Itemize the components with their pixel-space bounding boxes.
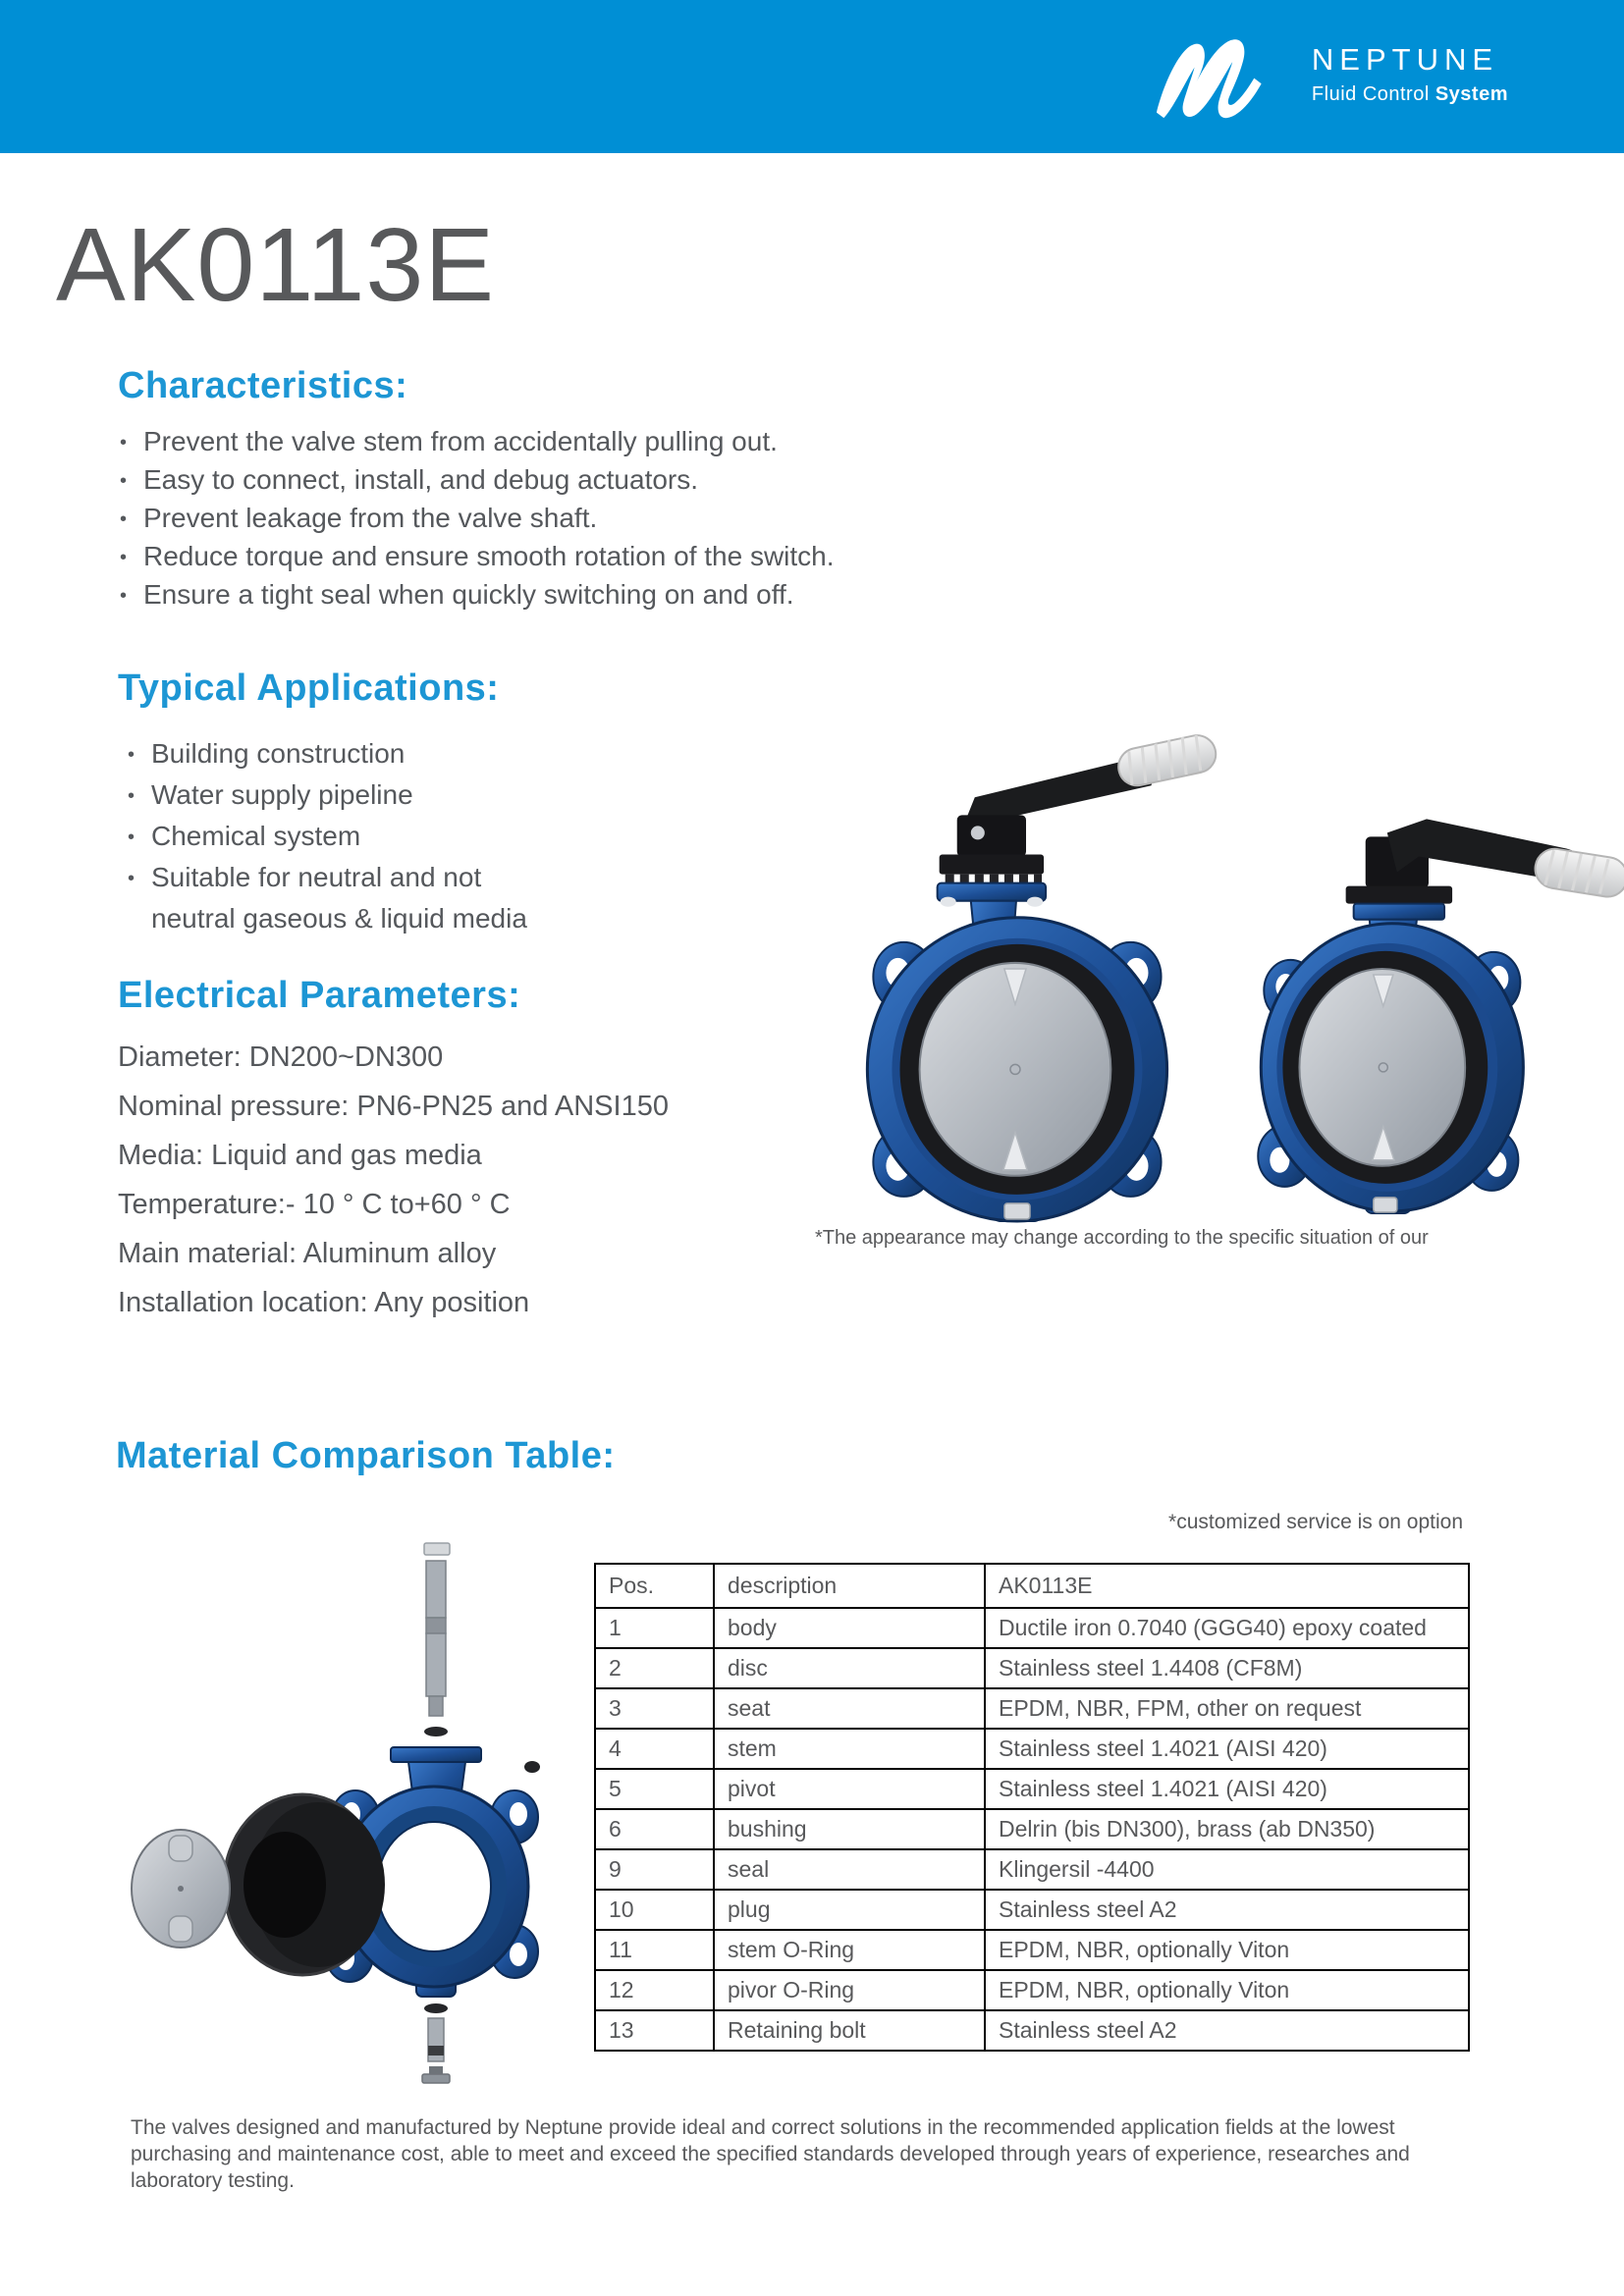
- cell-pos: 9: [595, 1849, 714, 1890]
- list-item: [120, 426, 835, 464]
- table-row: [595, 1930, 1469, 1970]
- cell-pos: 10: [595, 1890, 714, 1930]
- bullet-icon: •: [120, 432, 128, 454]
- cell-material: Klingersil -4400: [985, 1849, 1469, 1890]
- parameter-line: Media: Liquid and gas media: [118, 1139, 482, 1171]
- cell-pos: 13: [595, 2010, 714, 2051]
- cell-description: plug: [714, 1890, 985, 1930]
- cell-description: seal: [714, 1849, 985, 1890]
- material-table-heading: Material Comparison Table:: [116, 1435, 616, 1476]
- cell-description: body: [714, 1608, 985, 1648]
- cell-pos: 1: [595, 1608, 714, 1648]
- cell-description: bushing: [714, 1809, 985, 1849]
- applications-list: [128, 738, 527, 944]
- table-row: [595, 1648, 1469, 1688]
- neptune-logo-mark-icon: [1149, 29, 1298, 120]
- list-item: [120, 503, 835, 541]
- cell-material: Stainless steel A2: [985, 2010, 1469, 2051]
- bullet-icon: •: [120, 585, 128, 607]
- image-disclaimer-note: *The appearance may change according to the specific situation of our: [815, 1227, 1429, 1249]
- cell-material: EPDM, NBR, optionally Viton: [985, 1970, 1469, 2010]
- list-item-text: Chemical system: [151, 821, 361, 851]
- cell-description: Retaining bolt: [714, 2010, 985, 2051]
- parameter-line: Installation location: Any position: [118, 1286, 530, 1318]
- list-item: [128, 738, 527, 779]
- bullet-icon: •: [128, 868, 135, 889]
- table-row: [595, 1688, 1469, 1729]
- table-row: [595, 1809, 1469, 1849]
- bullet-icon: •: [128, 827, 135, 848]
- cell-material: EPDM, NBR, optionally Viton: [985, 1930, 1469, 1970]
- butterfly-valve-image-right: [1239, 742, 1624, 1220]
- list-item-text: neutral gaseous & liquid media: [151, 903, 527, 934]
- table-row: [595, 1849, 1469, 1890]
- cell-pos: 12: [595, 1970, 714, 2010]
- footer-paragraph: The valves designed and manufactured by Neptune provide ideal and correct solutions in the recommended application fields at the lowest purchasing and maintenance cost, able to meet and exceed the specified standards developed through years of experience, researches and laboratory testing.: [131, 2116, 1410, 2192]
- list-item: [120, 464, 835, 503]
- parameter-line: Main material: Aluminum alloy: [118, 1237, 497, 1269]
- cell-pos: 5: [595, 1769, 714, 1809]
- parameter-line: Diameter: DN200~DN300: [118, 1041, 444, 1073]
- table-row: [595, 1769, 1469, 1809]
- cell-description: pivot: [714, 1769, 985, 1809]
- header-bar: [0, 0, 1624, 153]
- list-item: [120, 541, 835, 579]
- list-item: [128, 821, 527, 862]
- neptune-logo-text: [1312, 43, 1508, 105]
- tagline-bold: System: [1435, 82, 1508, 105]
- table-row: [595, 2010, 1469, 2051]
- list-item-text: Reduce torque and ensure smooth rotation of the switch.: [143, 541, 835, 571]
- cell-material: Delrin (bis DN300), brass (ab DN350): [985, 1809, 1469, 1849]
- exploded-view-diagram: [110, 1535, 583, 2087]
- list-item-text: Ensure a tight seal when quickly switching on and off.: [143, 579, 794, 610]
- col-header-description: description: [714, 1564, 985, 1608]
- list-item-text: Easy to connect, install, and debug actuators.: [143, 464, 699, 495]
- bullet-icon: •: [128, 744, 135, 766]
- cell-pos: 3: [595, 1688, 714, 1729]
- parameter-line: Nominal pressure: PN6-PN25 and ANSI150: [118, 1090, 669, 1122]
- cell-pos: 4: [595, 1729, 714, 1769]
- list-item: [128, 862, 527, 903]
- neptune-logo: [1149, 29, 1508, 120]
- applications-heading: Typical Applications:: [118, 667, 500, 709]
- list-item-text: Water supply pipeline: [151, 779, 413, 810]
- bullet-icon: •: [128, 785, 135, 807]
- cell-pos: 2: [595, 1648, 714, 1688]
- bullet-icon: •: [120, 470, 128, 492]
- cell-description: stem: [714, 1729, 985, 1769]
- cell-material: Stainless steel A2: [985, 1890, 1469, 1930]
- table-row: [595, 1608, 1469, 1648]
- bullet-icon: •: [120, 508, 128, 530]
- neptune-logo-brand: NEPTUNE: [1311, 42, 1499, 78]
- cell-material: Stainless steel 1.4021 (AISI 420): [985, 1729, 1469, 1769]
- bullet-icon: •: [120, 547, 128, 568]
- list-item-text: Prevent leakage from the valve shaft.: [143, 503, 598, 533]
- list-item-text: Suitable for neutral and not: [151, 862, 482, 892]
- butterfly-valve-image-left: [823, 732, 1227, 1225]
- list-item-text: Prevent the valve stem from accidentally pulling out.: [143, 426, 778, 456]
- list-item-text: Building construction: [151, 738, 406, 769]
- col-header-pos: Pos.: [595, 1564, 714, 1608]
- page-title: AK0113E: [56, 207, 496, 323]
- cell-description: pivor O-Ring: [714, 1970, 985, 2010]
- cell-material: EPDM, NBR, FPM, other on request: [985, 1688, 1469, 1729]
- characteristics-list: [120, 426, 835, 617]
- characteristics-heading: Characteristics:: [118, 365, 408, 406]
- parameter-line: Temperature:- 10 ° C to+60 ° C: [118, 1188, 511, 1220]
- cell-pos: 11: [595, 1930, 714, 1970]
- customized-service-note: *customized service is on option: [1168, 1511, 1463, 1533]
- table-row: [595, 1970, 1469, 2010]
- table-row: [595, 1729, 1469, 1769]
- col-header-model: AK0113E: [985, 1564, 1469, 1608]
- electrical-list: [118, 1033, 669, 1327]
- cell-pos: 6: [595, 1809, 714, 1849]
- list-item-continuation: [151, 903, 527, 944]
- table-row: [595, 1890, 1469, 1930]
- list-item: [128, 779, 527, 821]
- cell-description: stem O-Ring: [714, 1930, 985, 1970]
- cell-description: disc: [714, 1648, 985, 1688]
- cell-description: seat: [714, 1688, 985, 1729]
- cell-material: Stainless steel 1.4408 (CF8M): [985, 1648, 1469, 1688]
- list-item: [120, 579, 835, 617]
- cell-material: Ductile iron 0.7040 (GGG40) epoxy coated: [985, 1608, 1469, 1648]
- electrical-heading: Electrical Parameters:: [118, 975, 521, 1016]
- material-comparison-table: [594, 1563, 1470, 2052]
- neptune-logo-tagline: [1312, 83, 1508, 106]
- table-header-row: [595, 1564, 1469, 1608]
- tagline-regular: Fluid Control: [1311, 82, 1435, 105]
- cell-material: Stainless steel 1.4021 (AISI 420): [985, 1769, 1469, 1809]
